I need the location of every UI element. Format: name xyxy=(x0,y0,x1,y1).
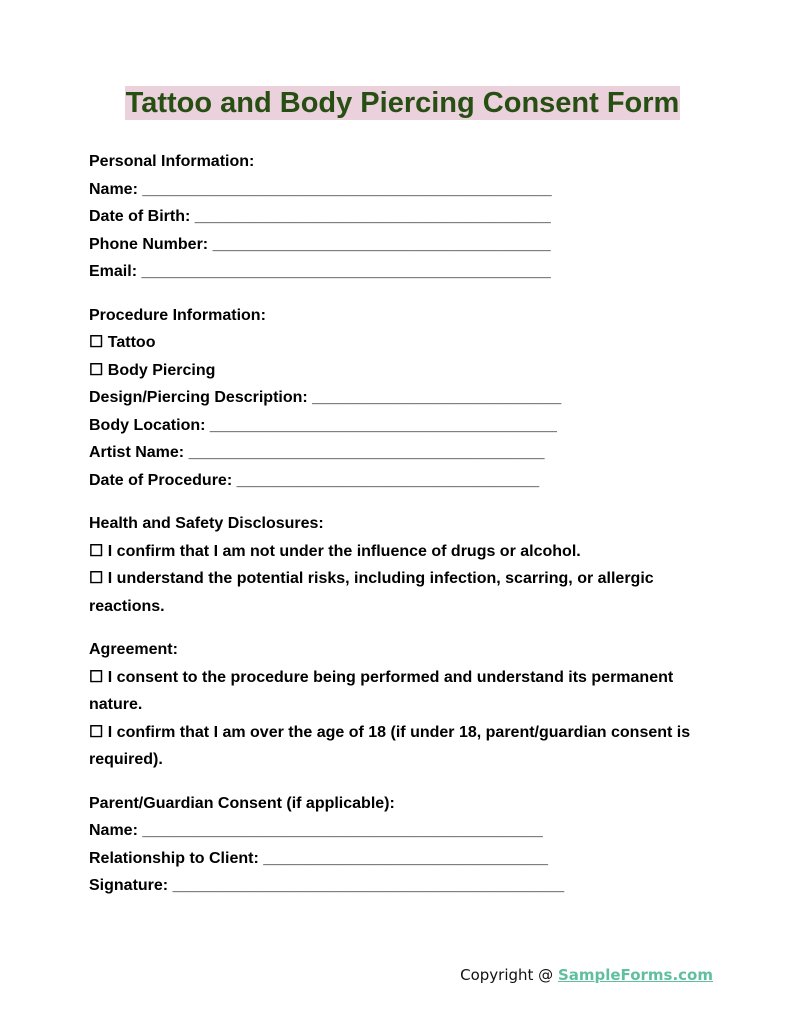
procedure-heading: Procedure Information: xyxy=(89,306,266,324)
relationship-field[interactable]: Relationship to Client: ________________________________ xyxy=(89,849,548,867)
signature-field[interactable]: Signature: ____________________________________________ xyxy=(89,877,565,894)
phone-field[interactable]: Phone Number: ______________________________________ xyxy=(89,235,551,253)
page-title: Tattoo and Body Piercing Consent Form xyxy=(125,87,680,119)
piercing-checkbox[interactable]: ☐ Body Piercing xyxy=(89,361,216,379)
guardian-heading: Parent/Guardian Consent (if applicable): xyxy=(89,794,395,812)
personal-section xyxy=(89,148,709,286)
form-content xyxy=(89,148,709,916)
sampleforms-link[interactable]: SampleForms.com xyxy=(557,966,713,984)
health-section xyxy=(89,510,709,620)
agreement-checkbox-consent[interactable]: ☐ I consent to the procedure being performed and understand its permanent nature. xyxy=(89,668,674,713)
guardian-name-field[interactable]: Name: _____________________________________________ xyxy=(89,822,543,839)
copyright-footer xyxy=(460,966,713,984)
design-field[interactable]: Design/Piercing Description: ____________________________ xyxy=(89,389,562,406)
health-checkbox-sober[interactable]: ☐ I confirm that I am not under the influence of drugs or alcohol. xyxy=(89,542,581,560)
health-heading: Health and Safety Disclosures: xyxy=(89,515,324,532)
artist-field[interactable]: Artist Name: ________________________________________ xyxy=(89,444,545,461)
guardian-section xyxy=(89,790,709,900)
agreement-checkbox-age[interactable]: ☐ I confirm that I am over the age of 18 (if under 18, parent/guardian consent is required). xyxy=(89,723,691,768)
copyright-text: Copyright @ xyxy=(460,966,558,984)
health-checkbox-risks[interactable]: ☐ I understand the potential risks, including infection, scarring, or allergic reactions. xyxy=(89,570,654,615)
agreement-heading: Agreement: xyxy=(89,641,178,658)
location-field[interactable]: Body Location: _______________________________________ xyxy=(89,416,557,434)
email-field[interactable]: Email: ______________________________________________ xyxy=(89,263,551,280)
procedure-section xyxy=(89,302,709,495)
personal-heading: Personal Information: xyxy=(89,153,255,170)
agreement-section xyxy=(89,636,709,774)
name-field[interactable]: Name: ______________________________________________ xyxy=(89,180,552,198)
dob-field[interactable]: Date of Birth: ________________________________________ xyxy=(89,208,551,225)
procedure-date-field[interactable]: Date of Procedure: __________________________________ xyxy=(89,471,540,489)
tattoo-checkbox[interactable]: ☐ Tattoo xyxy=(89,334,156,351)
title-wrapper xyxy=(0,86,805,120)
